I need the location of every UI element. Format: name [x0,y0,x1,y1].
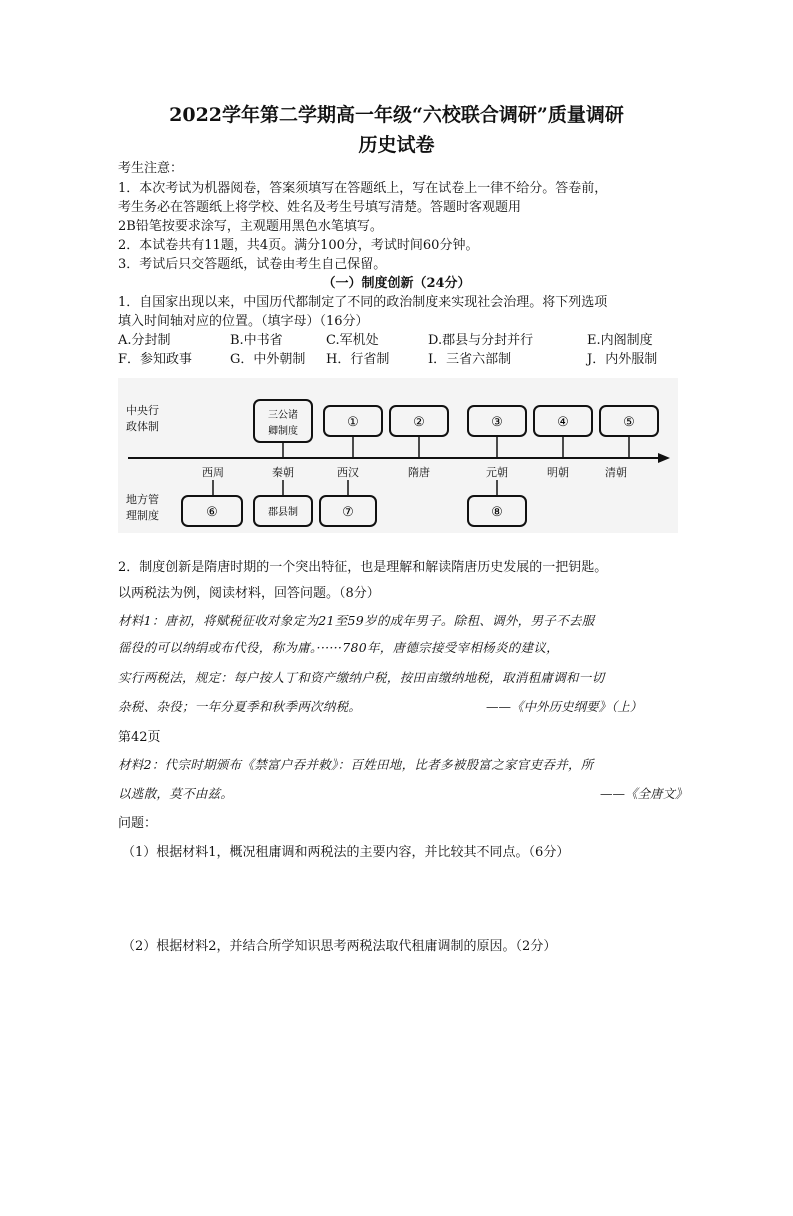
sangong-text: 卿制度 [268,426,298,437]
option: C.军机处 [326,333,379,348]
local-label: 理制度 [126,509,159,522]
era-label: 明朝 [547,466,569,479]
questions-label: 问题： [118,816,158,831]
sub-question-2: （2）根据材料2，并结合所学知识思考两税法取代租庸调制的原因。（2分） [122,939,557,954]
notice-heading: 考生注意： [118,161,184,176]
sub-question-1: （1）根据材料1，概况租庸调和两税法的主要内容，并比较其不同点。（6分） [122,845,570,860]
q1-stem: 1．自国家出现以来，中国历代都制定了不同的政治制度来实现社会治理。将下列选项 [118,295,608,310]
title-line-1: 2022学年第二学期高一年级“六校联合调研”质量调研 [169,104,624,126]
blank-box-2-label: ② [413,415,425,430]
era-label: 西周 [202,466,224,479]
central-label: 政体制 [126,420,159,433]
material2-source: ——《全唐文》 [600,786,688,801]
material1-line: 实行两税法，规定：每户按人丁和资产缴纳户税，按田亩缴纳地税，取消租庸调和一切 [118,670,605,685]
blank-box-3-label: ③ [491,415,503,430]
era-label: 隋唐 [408,466,430,479]
notice-line: 3．考试后只交答题纸，试卷由考生自己保留。 [118,257,387,272]
era-label: 清朝 [605,466,627,479]
notice-line: 2B铅笔按要求涂写，主观题用黑色水笔填写。 [118,219,383,234]
material1-line: 杂税、杂役；一年分夏季和秋季两次纳税。 [118,699,362,714]
timeline-diagram [118,378,678,533]
q2-stem: 以两税法为例，阅读材料，回答问题。（8分） [118,586,380,601]
option: I．三省六部制 [428,352,512,367]
title-line-2: 历史试卷 [358,134,435,156]
sangong-text: 三公诸 [268,410,298,421]
option: G．中外朝制 [230,352,306,367]
page-note: 第42页 [118,730,161,745]
notice-line: 1．本次考试为机器阅卷，答案须填写在答题纸上，写在试卷上一律不给分。答卷前， [118,181,608,196]
blank-box-5-label: ⑤ [623,415,635,430]
option: B.中书省 [230,333,283,348]
era-label: 元朝 [486,466,508,479]
junxian-text: 郡县制 [268,507,298,518]
timeline-arrow [658,453,670,463]
section-title: （一）制度创新（24分） [322,276,471,291]
material1-line: 材料1：唐初，将赋税征收对象定为21至59岁的成年男子。除租、调外，男子不去服 [118,613,595,628]
q1-stem: 填入时间轴对应的位置。（填字母）（16分） [118,314,369,329]
blank-box-7-label: ⑦ [342,505,354,520]
option: E.内阁制度 [587,333,653,348]
option: F．参知政事 [118,352,193,367]
blank-box-4-label: ④ [557,415,569,430]
blank-box-1-label: ① [347,415,359,430]
option: D.郡县与分封并行 [428,333,534,348]
notice-line: 考生务必在答题纸上将学校、姓名及考生号填写清楚。答题时客观题用 [118,200,522,215]
blank-box-6-label: ⑥ [206,505,218,520]
material2-line: 以逃散，莫不由兹。 [118,786,234,801]
local-label: 地方管 [126,493,159,506]
q2-stem: 2．制度创新是隋唐时期的一个突出特征，也是理解和解读隋唐历史发展的一把钥匙。 [118,560,608,575]
era-label: 西汉 [337,466,359,479]
material2-line: 材料2：代宗时期颁布《禁富户吞并敕》：百姓田地，比者多被殷富之家官吏吞并，所 [118,757,594,772]
notice-line: 2．本试卷共有11题，共4页。满分100分，考试时间60分钟。 [118,238,479,253]
central-label: 中央行 [126,404,159,417]
blank-box-8-label: ⑧ [491,505,503,520]
option: J．内外服制 [587,352,658,367]
option: A.分封制 [118,333,171,348]
material1-source: ——《中外历史纲要》（上） [486,699,643,714]
era-label: 秦朝 [272,466,294,479]
option: H．行省制 [326,352,390,367]
material1-line: 徭役的可以纳绢或布代役，称为庸。······780年，唐德宗接受宰相杨炎的建议， [118,640,559,655]
